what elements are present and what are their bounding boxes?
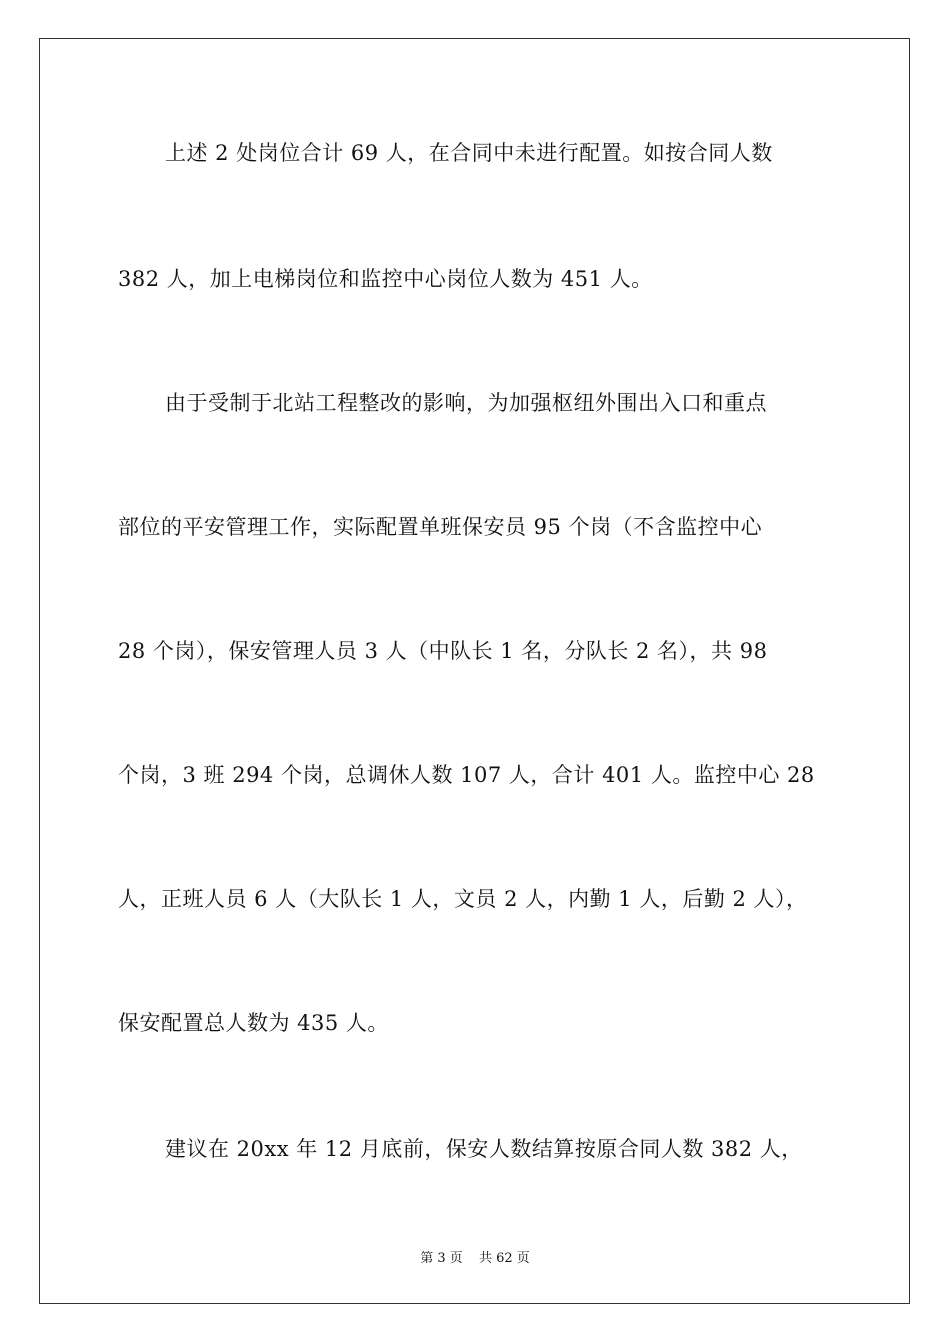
text-line-3: 由于受制于北站工程整改的影响，为加强枢纽外围出入口和重点 — [165, 391, 767, 415]
text-line-2: 382 人，加上电梯岗位和监控中心岗位人数为 451 人。 — [118, 267, 653, 291]
page-border — [39, 38, 910, 1304]
text-line-8: 保安配置总人数为 435 人。 — [118, 1011, 389, 1035]
text-line-6: 个岗，3 班 294 个岗，总调休人数 107 人，合计 401 人。监控中心 28 — [118, 763, 815, 787]
total-pages: 共 62 页 — [478, 1251, 530, 1266]
page-footer — [0, 1247, 950, 1266]
text-line-1: 上述 2 处岗位合计 69 人，在合同中未进行配置。如按合同人数 — [165, 141, 773, 165]
text-line-7: 人，正班人员 6 人（大队长 1 人，文员 2 人，内勤 1 人，后勤 2 人）， — [118, 887, 808, 911]
text-line-5: 28 个岗），保安管理人员 3 人（中队长 1 名，分队长 2 名），共 98 — [118, 639, 768, 663]
text-line-9: 建议在 20xx 年 12 月底前，保安人数结算按原合同人数 382 人， — [165, 1137, 803, 1161]
text-line-4: 部位的平安管理工作，实际配置单班保安员 95 个岗（不含监控中心 — [118, 515, 763, 539]
page-number: 第 3 页 — [420, 1251, 463, 1266]
